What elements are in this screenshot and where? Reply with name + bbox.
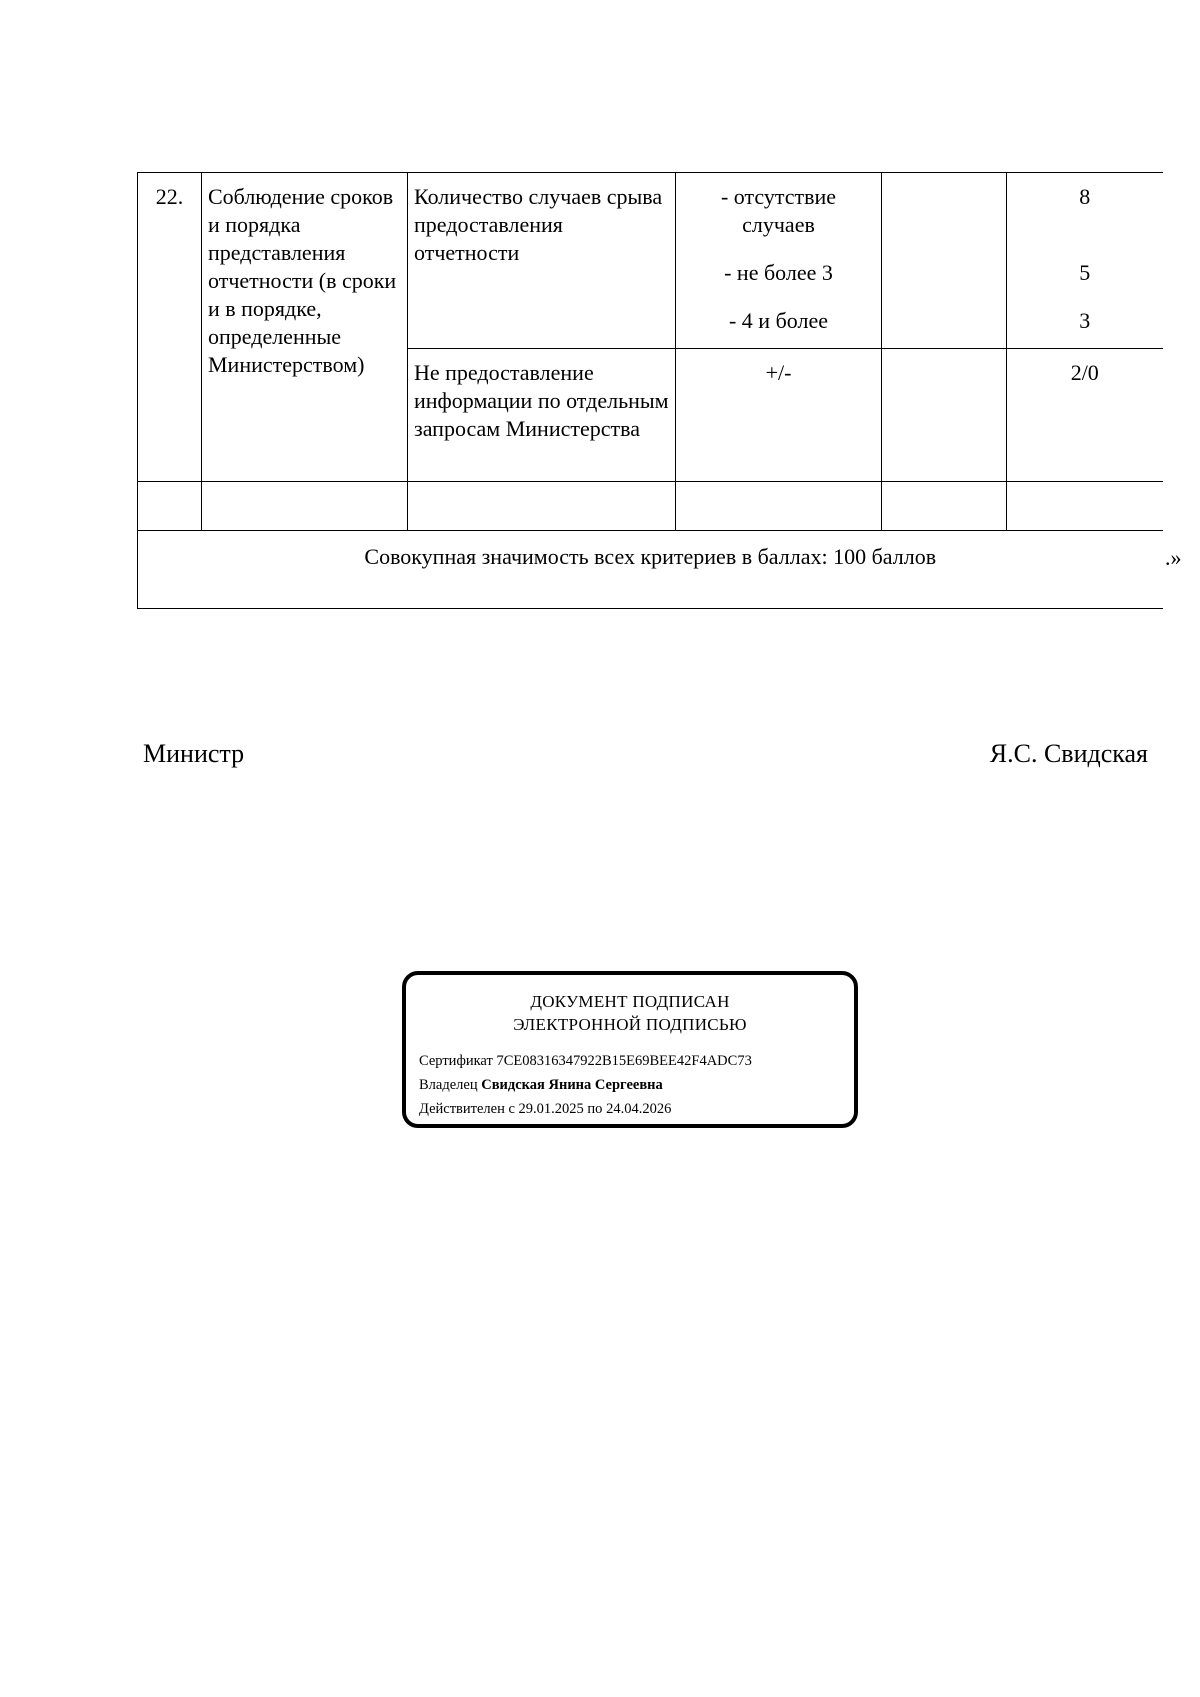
points-cell xyxy=(1007,349,1163,482)
empty-cell xyxy=(202,482,408,531)
empty-cell xyxy=(138,482,202,531)
option-value: - не более 3 xyxy=(724,260,833,285)
stamp-title-line: ДОКУМЕНТ ПОДПИСАН xyxy=(530,992,730,1011)
valid-from: 29.01.2025 xyxy=(518,1101,584,1117)
table-row xyxy=(138,531,1163,609)
option-points: 5 xyxy=(1079,260,1091,285)
signer-role: Министр xyxy=(143,739,245,768)
criterion-text: Соблюдение сроков и порядка представления отчетности (в сроки и в порядке, определенные Министерством) xyxy=(208,184,397,377)
stamp-owner xyxy=(419,1075,663,1095)
signer-name: Я.С. Свидская xyxy=(989,739,1148,768)
empty-cell xyxy=(676,482,882,531)
value-cell xyxy=(676,173,882,349)
points-cell xyxy=(1007,173,1163,349)
empty-cell xyxy=(408,482,676,531)
valid-label: Действителен с xyxy=(419,1101,515,1117)
empty-cell xyxy=(882,482,1007,531)
criterion-cell xyxy=(202,173,408,482)
table-row xyxy=(138,482,1163,531)
row-number-cell xyxy=(138,173,202,482)
owner-label: Владелец xyxy=(419,1077,478,1093)
closing-quote: .» xyxy=(1165,545,1182,570)
certificate-value: 7CE08316347922B15E69BEE42F4ADC73 xyxy=(496,1053,752,1069)
indicator-2-label: Не предоставление информации по отдельным запросам Министерства xyxy=(414,360,669,441)
empty-cell xyxy=(882,349,1007,482)
stamp-title xyxy=(406,990,854,1036)
indicator-2-value: +/- xyxy=(765,360,792,385)
row-number: 22. xyxy=(155,184,184,209)
stamp-certificate xyxy=(419,1051,752,1071)
owner-value: Свидская Янина Сергеевна xyxy=(481,1077,663,1093)
total-text: Совокупная значимость всех критериев в баллах: 100 баллов xyxy=(364,544,937,569)
e-signature-stamp xyxy=(402,971,858,1128)
value-cell xyxy=(676,349,882,482)
table-row xyxy=(138,173,1163,349)
indicator-cell xyxy=(408,349,676,482)
option-points: 8 xyxy=(1079,184,1091,209)
valid-to: 24.04.2026 xyxy=(606,1101,672,1117)
empty-cell xyxy=(1007,482,1163,531)
indicator-1-label: Количество случаев срыва предоставления отчетности xyxy=(414,184,663,265)
total-cell xyxy=(138,531,1163,609)
option-points: 3 xyxy=(1079,308,1091,333)
valid-to-label: по xyxy=(587,1101,603,1117)
stamp-title-line: ЭЛЕКТРОННОЙ ПОДПИСЬЮ xyxy=(513,1015,747,1034)
option-value: - отсутствие случаев xyxy=(720,184,837,237)
stamp-validity xyxy=(419,1099,671,1119)
certificate-label: Сертификат xyxy=(419,1053,493,1069)
criteria-table xyxy=(137,172,1163,609)
option-value: - 4 и более xyxy=(728,308,828,333)
indicator-cell xyxy=(408,173,676,349)
empty-cell xyxy=(882,173,1007,349)
indicator-2-points: 2/0 xyxy=(1070,360,1099,385)
